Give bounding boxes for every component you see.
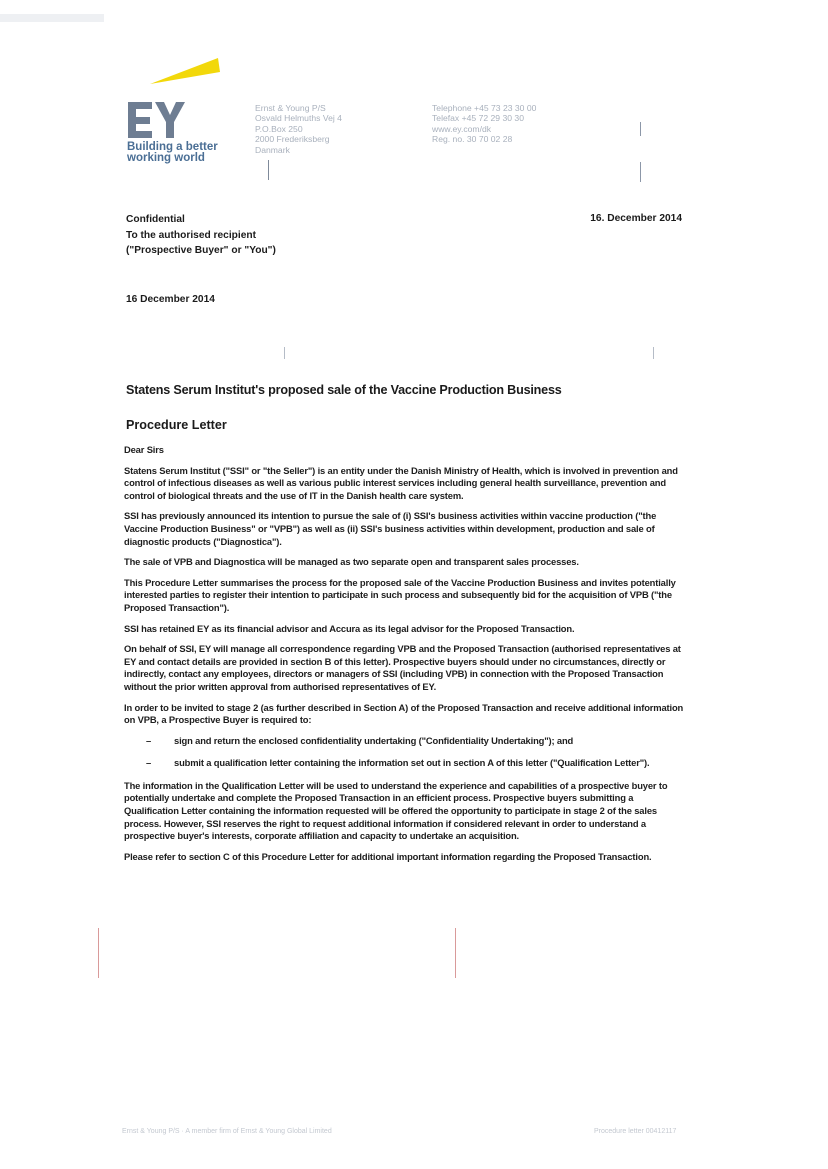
footer-right: Procedure letter 00412117	[594, 1128, 677, 1135]
recipient-line: To the authorised recipient	[126, 229, 256, 241]
list-item-text: submit a qualification letter containing the information set out in section A of this letter ("Qualification Letter").	[174, 757, 650, 769]
date-text: 16 December 2014	[126, 294, 215, 305]
body-paragraph: The information in the Qualification Letter will be used to understand the experience and capabilities of a prospective buyer to potentially undertake and complete the Proposed Transaction in an efficient process. Prospective buyers submitting a Qualification Letter containing the information requested will be offered the opportunity to participate in stage 2 of the sales process. However, SSI reserves the right to request additional information if considered relevant in order to understand a prospective buyer's interests, corporate affiliation and capacity to undertake an acquisition.	[124, 779, 668, 842]
body-paragraph: This Procedure Letter summarises the process for the proposed sale of the Vaccine Production Business and invites potentially interested parties to register their intention to participate in such process and subsequently bid for the acquisition of VPB ("the Proposed Transaction").	[124, 576, 676, 613]
company-address	[255, 103, 342, 155]
letter-date-left	[126, 292, 215, 308]
letter-date: 16. December 2014	[590, 213, 682, 224]
company-contact	[432, 103, 536, 145]
scan-mark	[455, 928, 456, 978]
ey-logo-icon	[126, 100, 186, 140]
recipient-line: ("Prospective Buyer" or "You")	[126, 245, 276, 256]
body-paragraph: The sale of VPB and Diagnostica will be managed as two separate open and transparent sales processes.	[124, 556, 579, 568]
list-item	[124, 757, 684, 770]
logo-tagline	[127, 142, 218, 164]
contact-line: Telefax +45 72 29 30 30	[432, 113, 524, 124]
address-line: Ernst & Young P/S	[255, 103, 326, 113]
scan-mark	[98, 928, 99, 978]
scan-mark	[284, 347, 285, 359]
recipient-block	[126, 212, 276, 259]
contact-line: Telephone +45 73 23 30 00	[432, 103, 537, 113]
scan-mark	[268, 160, 269, 180]
scan-mark	[640, 162, 641, 182]
letter-title: Statens Serum Institut's proposed sale of the Vaccine Production Business	[126, 383, 562, 397]
body-paragraph: SSI has retained EY as its financial advisor and Accura as its legal advisor for the Proposed Transaction.	[124, 622, 575, 634]
list-item-text: sign and return the enclosed confidentiality undertaking ("Confidentiality Undertaking"); and	[174, 734, 574, 746]
salutation: Dear Sirs	[124, 444, 164, 455]
body-paragraph: In order to be invited to stage 2 (as further described in Section A) of the Proposed Transaction and receive additional information on VPB, a Prospective Buyer is required to:	[124, 701, 684, 726]
address-line: 2000 Frederiksberg	[255, 134, 330, 145]
bullet-dash-icon: –	[146, 734, 152, 746]
body-paragraph: Please refer to section C of this Procedure Letter for additional important information regarding the Proposed Transaction.	[124, 850, 652, 862]
confidential-label: Confidential	[126, 214, 185, 225]
body-paragraph: SSI has previously announced its intention to pursue the sale of (i) SSI's business activities within vaccine production ("the Vaccine Production Business" or "VPB") as well as (ii) SSI's business activities within development, production and sale of diagnostic products ("Diagnostica").	[124, 510, 657, 547]
body-paragraph: Statens Serum Institut ("SSI" or "the Seller") is an entity under the Danish Ministry of Health, which is involved in prevention and control of infectious diseases as well as various public interest services including general health surveillance, prevention and control of biological threats and the use of IT in the Danish health care system.	[124, 464, 678, 501]
logo-tagline-line: Building a better	[127, 141, 218, 153]
ey-logo-beam-icon	[150, 58, 222, 90]
contact-line: www.ey.com/dk	[432, 123, 492, 134]
body-paragraph: On behalf of SSI, EY will manage all correspondence regarding VPB and the Proposed Transaction (authorised representatives at EY and contact details are provided in section B of this letter). Prospective buyers should under no circumstances, directly or indirectly, contact any employees, directors or managers of SSI (including VPB) in connection with the Proposed Transaction without the prior written approval from authorised representatives of EY.	[124, 643, 681, 692]
footer-left: Ernst & Young P/S · A member firm of Ernst & Young Global Limited	[122, 1128, 332, 1135]
letter-body	[124, 444, 684, 871]
scan-stamp	[0, 12, 104, 24]
bullet-dash-icon: –	[146, 757, 152, 769]
scan-mark	[653, 347, 654, 359]
logo-tagline-line: working world	[127, 152, 205, 164]
scan-mark	[640, 122, 641, 136]
list-item	[124, 735, 684, 748]
contact-line: Reg. no. 30 70 02 28	[432, 134, 513, 145]
address-line: Osvald Helmuths Vej 4	[255, 113, 342, 124]
address-line: P.O.Box 250	[255, 123, 303, 134]
address-line: Danmark	[255, 144, 290, 155]
letter-subtitle: Procedure Letter	[126, 418, 227, 432]
